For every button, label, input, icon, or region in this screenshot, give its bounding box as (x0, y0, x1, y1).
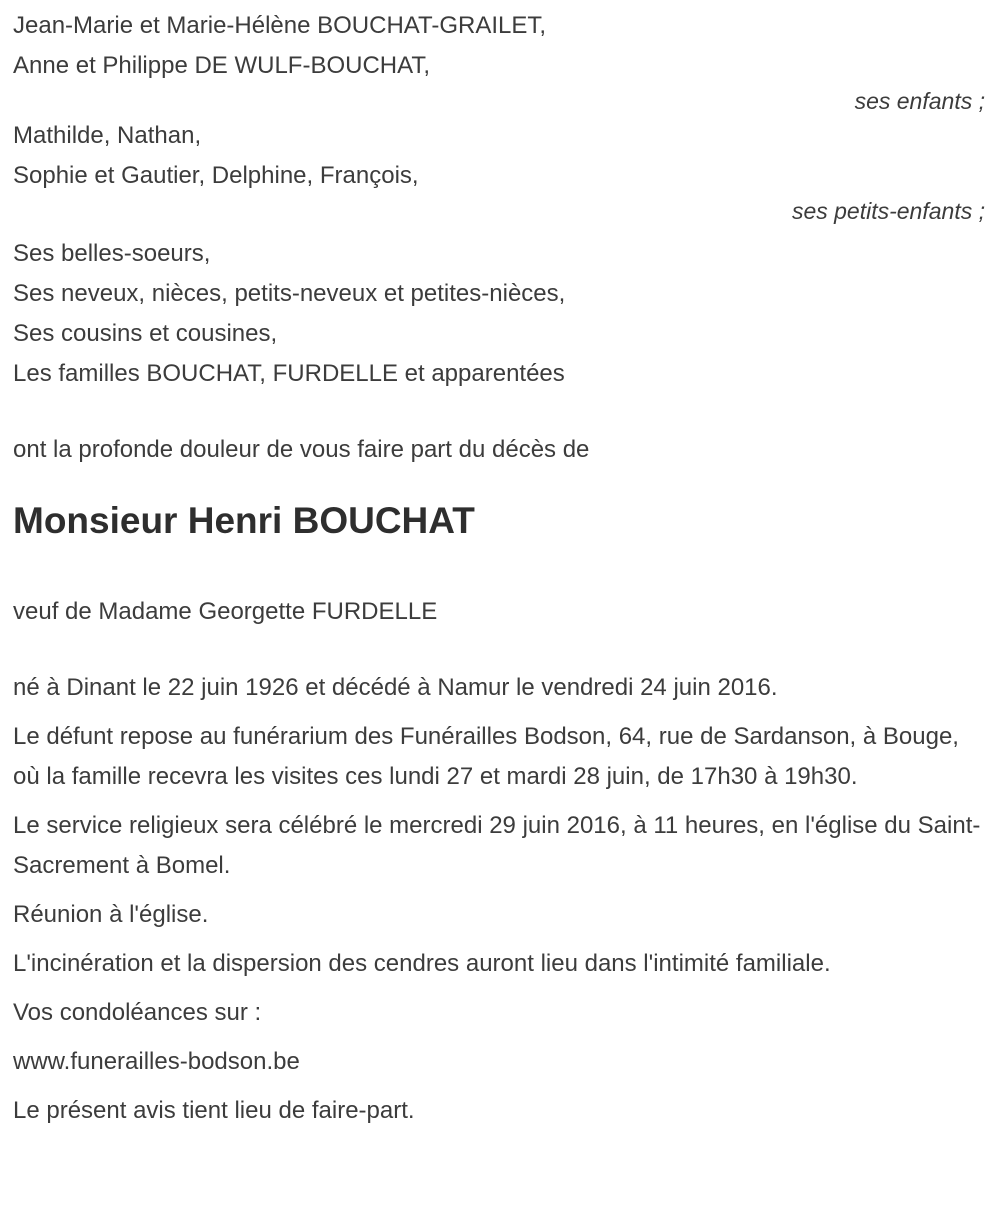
other-relatives-group (13, 234, 987, 394)
grandchildren-names-line: Sophie et Gautier, Delphine, François, (13, 162, 419, 189)
children-names-line: Jean-Marie et Marie-Hélène BOUCHAT-GRAILET, (13, 12, 547, 39)
cremation-paragraph: L'incinération et la dispersion des cendres auront lieu dans l'intimité familiale. (13, 950, 831, 977)
children-relation-label: ses enfants ; (854, 88, 985, 114)
families-line: Les familles BOUCHAT, FURDELLE et apparentées (13, 360, 565, 387)
cousins-line: Ses cousins et cousines, (13, 320, 278, 347)
church-meeting-line: Réunion à l'église. (13, 901, 209, 928)
deceased-name-heading: Monsieur Henri BOUCHAT (13, 500, 475, 541)
nephews-nieces-line: Ses neveux, nièces, petits-neveux et petites-nièces, (13, 280, 566, 307)
grandchildren-relation-label: ses petits-enfants ; (791, 198, 985, 224)
spouse-line: veuf de Madame Georgette FURDELLE (13, 598, 438, 625)
sisters-in-law-line: Ses belles-soeurs, (13, 240, 211, 267)
children-names-line: Anne et Philippe DE WULF-BOUCHAT, (13, 52, 431, 79)
grandchildren-names-line: Mathilde, Nathan, (13, 122, 202, 149)
notice-footer-line: Le présent avis tient lieu de faire-part. (13, 1097, 415, 1124)
announcement-line: ont la profonde douleur de vous faire part du décès de (13, 436, 590, 463)
website-url: www.funerailles-bodson.be (13, 1048, 300, 1075)
religious-service-paragraph: Le service religieux sera célébré le mercredi 29 juin 2016, à 11 heures, en l'église du Saint-Sacrement à Bomel. (13, 812, 981, 879)
relatives-section (13, 6, 987, 394)
funerarium-visits-paragraph: Le défunt repose au funérarium des Funérailles Bodson, 64, rue de Sardanson, à Bouge, où la famille recevra les visites ces lundi 27 et mardi 28 juin, de 17h30 à 19h30. (13, 723, 959, 790)
funeral-details-section (13, 668, 987, 1131)
birth-death-line: né à Dinant le 22 juin 1926 et décédé à Namur le vendredi 24 juin 2016. (13, 674, 778, 701)
condolences-line: Vos condoléances sur : (13, 999, 262, 1026)
